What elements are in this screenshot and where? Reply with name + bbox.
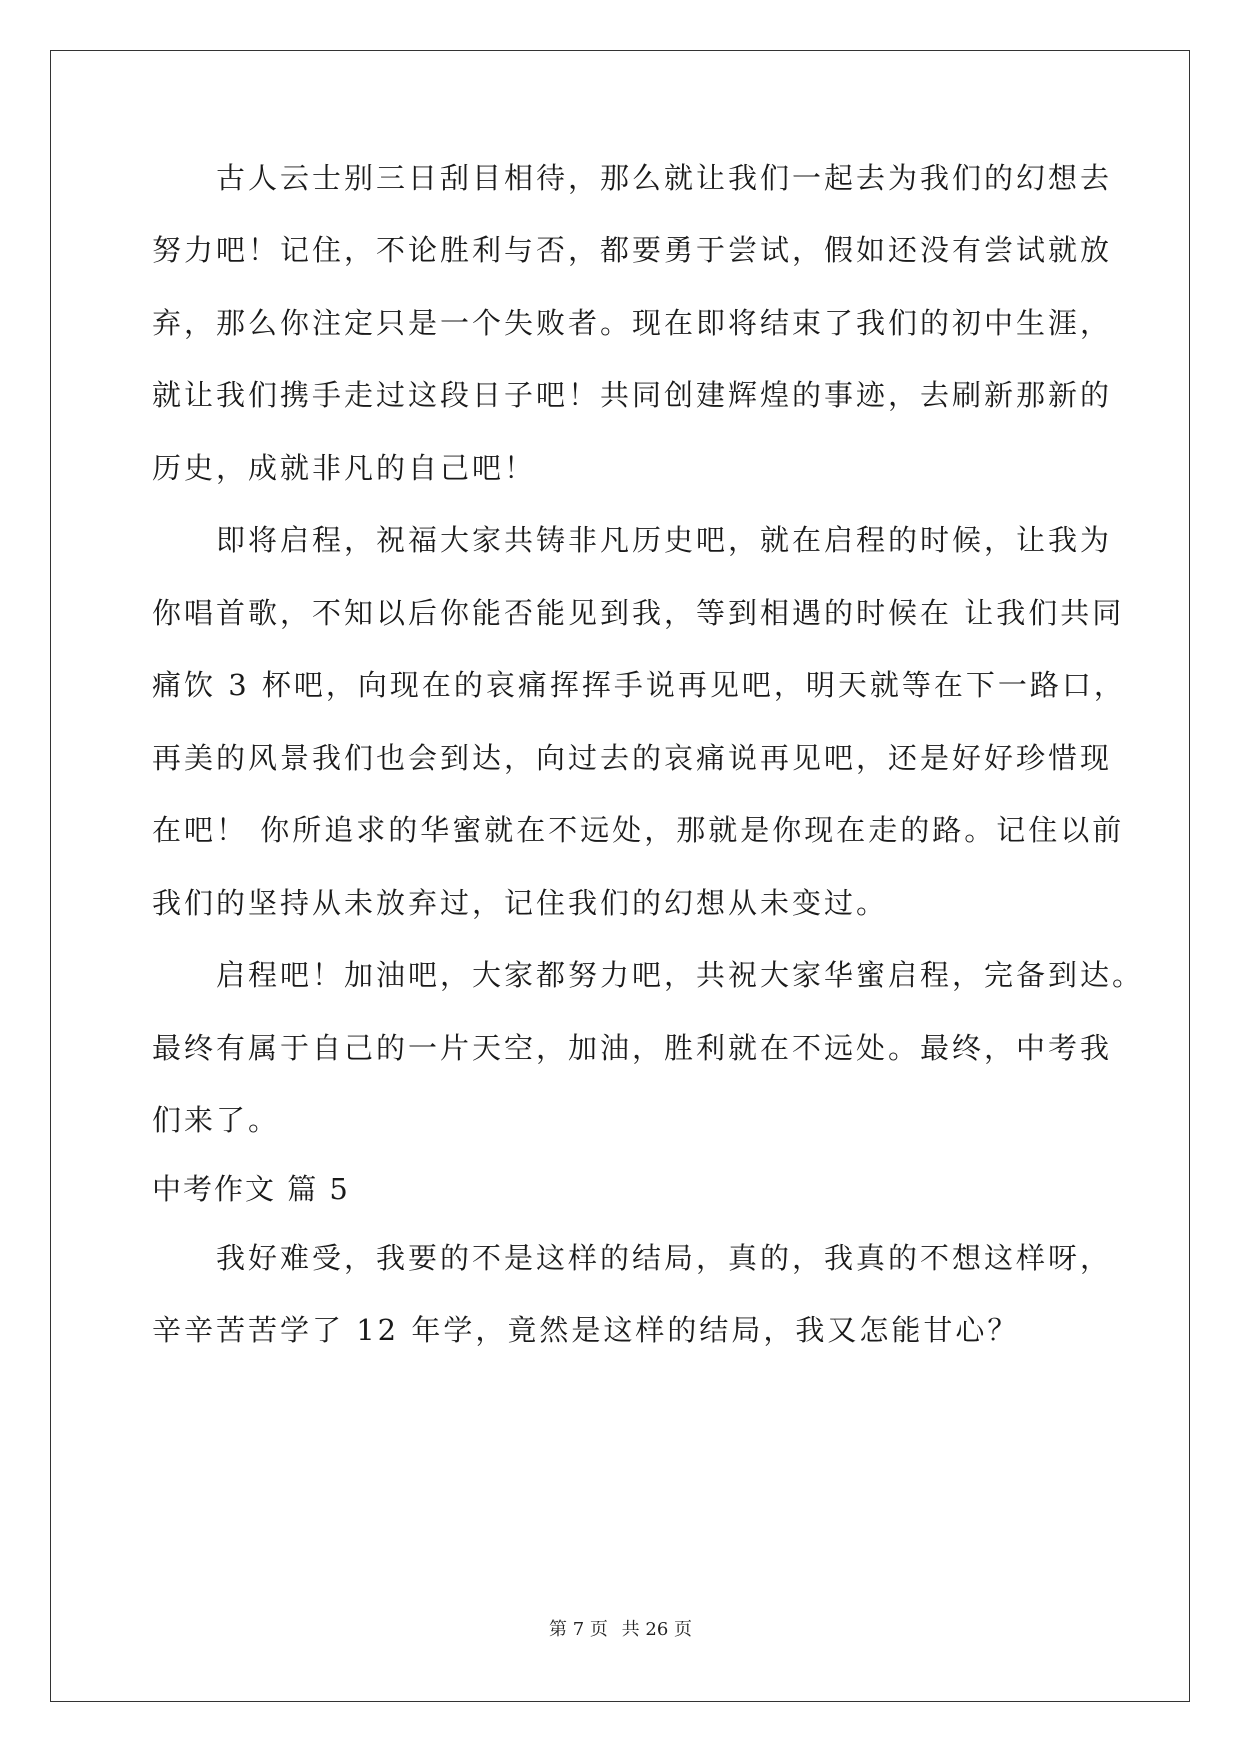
text-line: 历史，成就非凡的自己吧！ [152,451,537,485]
section-heading: 中考作文 篇 5 [152,1172,350,1206]
page-footer [0,1618,1241,1642]
text-line: 弃，那么你注定只是一个失败者。现在即将结束了我们的初中生涯， [152,306,1113,340]
text-line: 启程吧！加油吧，大家都努力吧，共祝大家华蜜启程，完备到达。 [216,958,1145,992]
text-line: 古人云士别三日刮目相待，那么就让我们一起去为我们的幻想去 [216,161,1113,195]
text-line: 努力吧！记住，不论胜利与否，都要勇于尝试，假如还没有尝试就放 [152,233,1113,267]
text-line: 在吧！ 你所追求的华蜜就在不远处，那就是你现在走的路。记住以前 [152,813,1125,847]
page-total: 共 26 页 [621,1619,692,1640]
page-number: 第 7 页 [549,1619,608,1640]
text-line: 就让我们携手走过这段日子吧！共同创建辉煌的事迹，去刷新那新的 [152,378,1113,412]
text-line: 最终有属于自己的一片天空，加油，胜利就在不远处。最终，中考我 [152,1031,1113,1065]
text-line: 痛饮 3 杯吧，向现在的哀痛挥挥手说再见吧，明天就等在下一路口， [152,668,1126,702]
page-border [50,50,1190,1702]
text-line: 再美的风景我们也会到达，向过去的哀痛说再见吧，还是好好珍惜现 [152,741,1113,775]
text-line: 你唱首歌，不知以后你能否能见到我，等到相遇的时候在 让我们共同 [152,596,1125,630]
text-line: 我好难受，我要的不是这样的结局，真的，我真的不想这样呀， [216,1241,1113,1275]
text-line: 辛辛苦苦学了 12 年学，竟然是这样的结局，我又怎能甘心？ [152,1313,1020,1347]
text-line: 我们的坚持从未放弃过，记住我们的幻想从未变过。 [152,886,889,920]
text-line: 们来了。 [152,1103,281,1137]
text-line: 即将启程，祝福大家共铸非凡历史吧，就在启程的时候，让我为 [216,523,1113,557]
